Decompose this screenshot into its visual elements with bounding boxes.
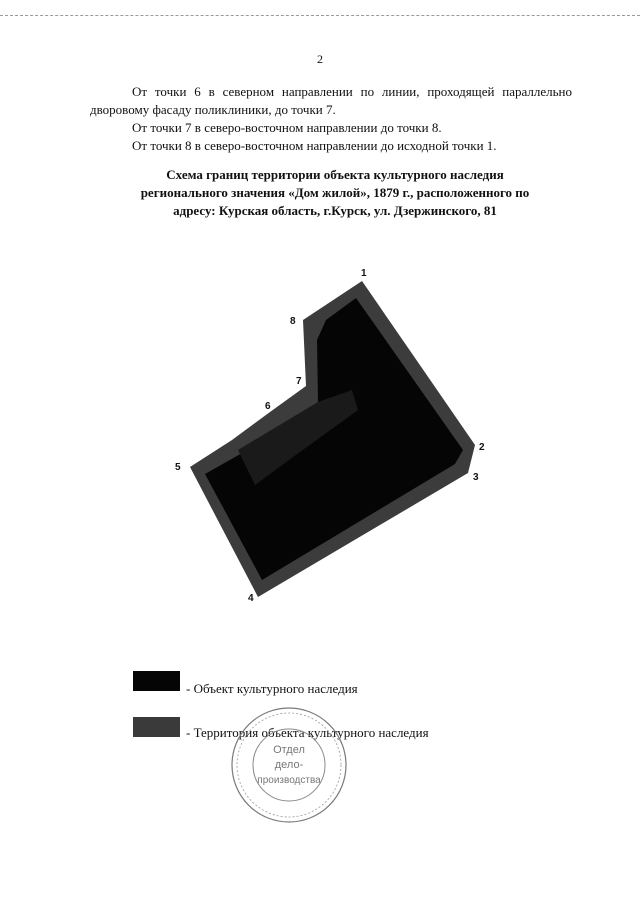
paragraph: От точки 7 в северо-восточном направлении до точки 8. [132, 120, 442, 135]
round-stamp [224, 705, 354, 825]
scheme-title-line: адресу: Курская область, г.Курск, ул. Дзержинского, 81 [173, 203, 497, 218]
legend-object-label: - Объект культурного наследия [186, 681, 358, 696]
point-label-6: 6 [265, 401, 271, 412]
point-label-3: 3 [473, 472, 479, 483]
stamp-text-line: производства [257, 775, 321, 786]
point-label-5: 5 [175, 462, 181, 473]
stamp-text-line: дело- [274, 759, 304, 771]
point-label-1: 1 [361, 268, 367, 279]
point-label-8: 8 [290, 316, 296, 327]
legend-object-swatch [133, 671, 180, 691]
scheme-title-line: регионального значения «Дом жилой», 1879 г., расположенного по [140, 185, 530, 200]
paragraph: От точки 8 в северо-восточном направлении до исходной точки 1. [132, 138, 497, 153]
page-number: 2 [317, 52, 323, 66]
scheme-title-line: Схема границ территории объекта культурного наследия [166, 167, 504, 182]
point-label-2: 2 [479, 442, 485, 453]
paragraph: От точки 6 в северном направлении по линии, проходящей параллельно дворовому фасаду поликлиники, до точки 7. [90, 84, 572, 117]
legend-territory-label: - Территория объекта культурного наследия [186, 725, 429, 740]
point-label-4: 4 [248, 593, 254, 604]
stamp-text-line: Отдел [273, 744, 305, 756]
point-label-7: 7 [296, 376, 302, 387]
legend-territory-swatch [133, 717, 180, 737]
